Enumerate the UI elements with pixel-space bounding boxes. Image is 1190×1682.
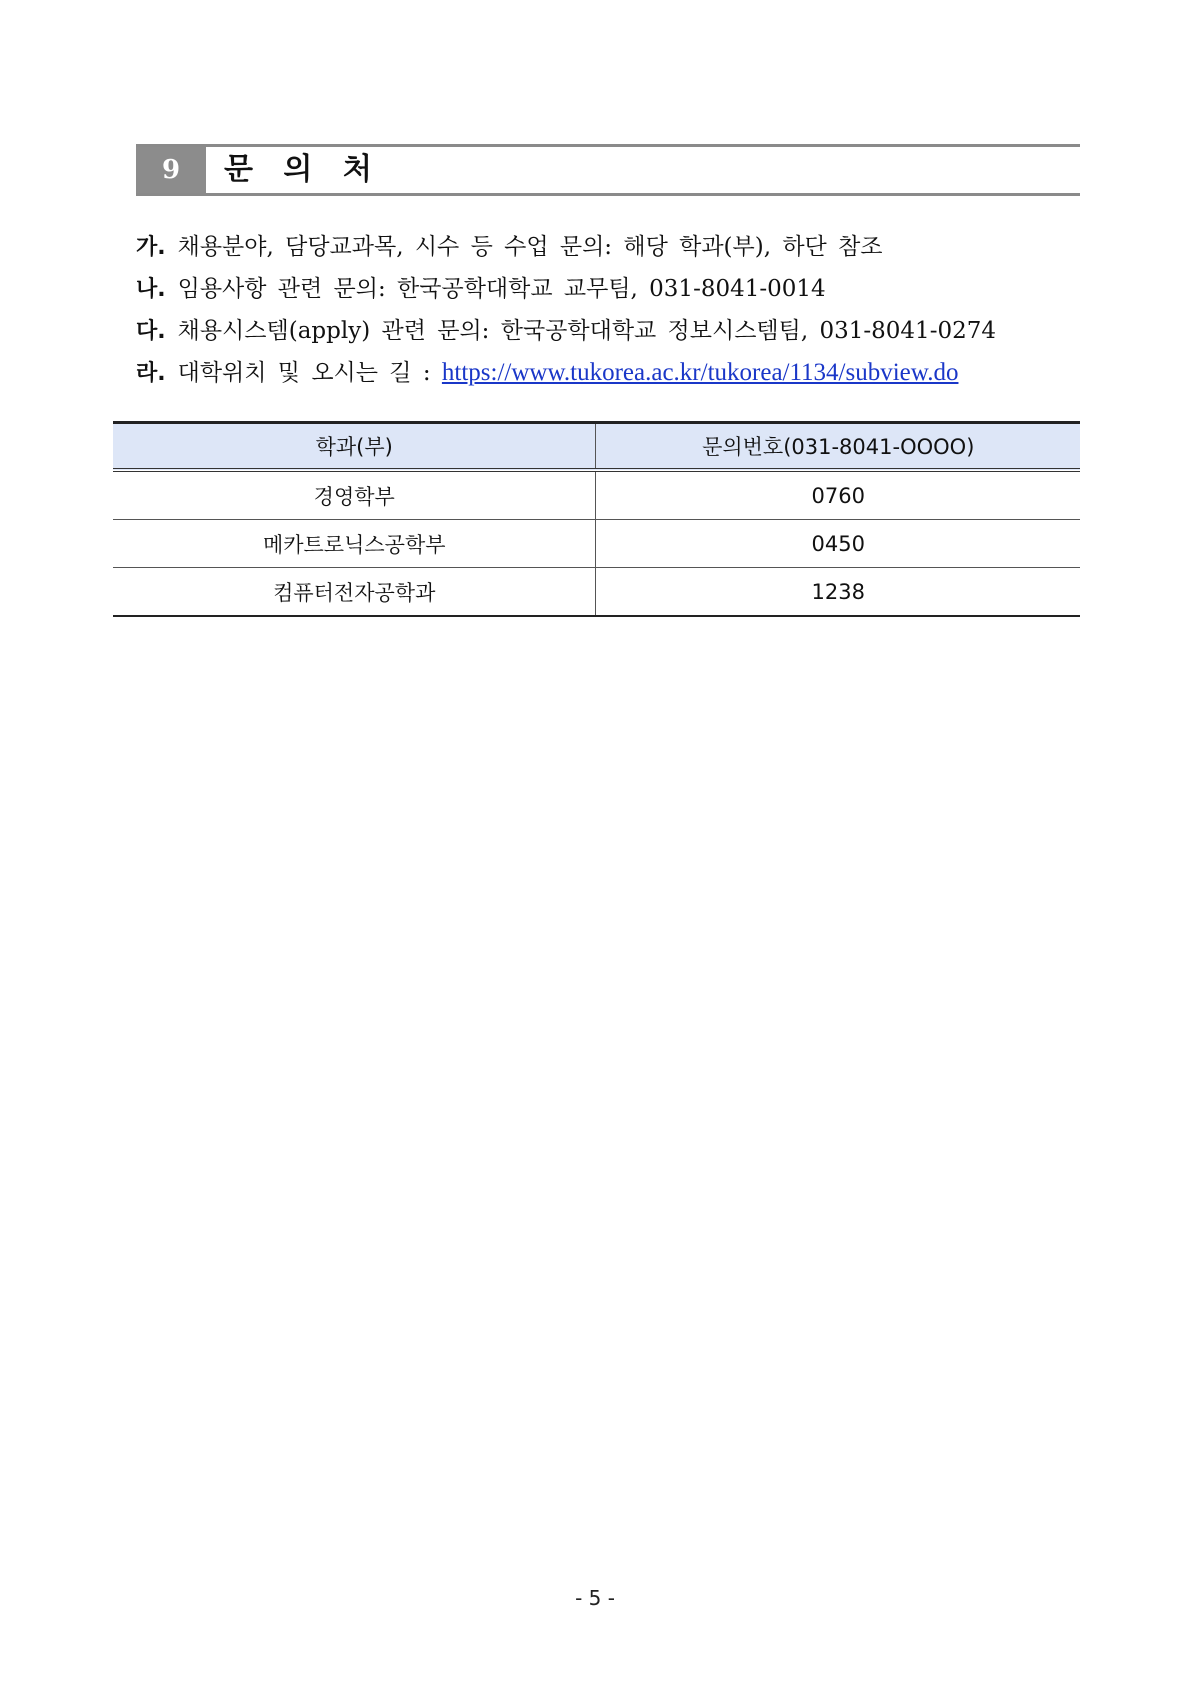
item-text: 대학위치 및 오시는 길 : [177,360,442,386]
item-text: 채용분야, 담당교과목, 시수 등 수업 문의: 해당 학과(부), 하단 참조 [177,234,883,260]
cell-department: 컴퓨터전자공학과 [113,568,596,617]
item-marker: 가. [136,235,166,260]
cell-phone: 1238 [596,568,1080,617]
table-row [113,470,1080,520]
section-number: 9 [136,147,206,193]
list-item [136,226,1096,268]
cell-phone: 0760 [596,470,1080,520]
item-text: 채용시스템(apply) 관련 문의: 한국공학대학교 정보시스템팀, 031-8041-0274 [177,318,997,344]
campus-map-link[interactable]: https://www.tukorea.ac.kr/tukorea/1134/subview.do [441,359,959,386]
header-phone: 문의번호(031-8041-OOOO) [596,423,1080,471]
contact-list [136,226,1096,394]
cell-phone: 0450 [596,520,1080,568]
list-item [136,310,1096,352]
header-department: 학과(부) [113,423,596,471]
section-header [136,144,1080,196]
section-divider [206,147,211,193]
cell-department: 경영학부 [113,470,596,520]
item-marker: 나. [136,277,166,302]
table-row [113,520,1080,568]
list-item [136,352,1096,394]
table-row [113,568,1080,617]
section-title: 문 의 처 [224,152,382,187]
item-marker: 다. [136,319,166,344]
page-number: - 5 - [575,1586,615,1610]
table-header-row [113,423,1080,471]
item-marker: 라. [136,361,166,386]
item-text: 임용사항 관련 문의: 한국공학대학교 교무팀, 031-8041-0014 [177,276,826,302]
department-contact-table [113,421,1080,617]
cell-department: 메카트로닉스공학부 [113,520,596,568]
list-item [136,268,1096,310]
